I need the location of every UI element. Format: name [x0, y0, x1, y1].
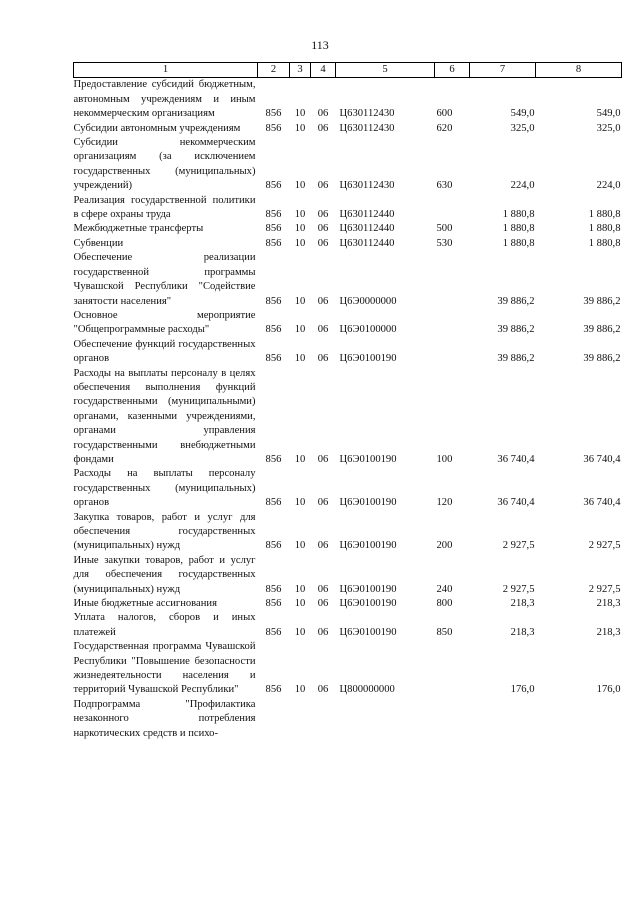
row-admin-code: 856	[265, 122, 282, 134]
row-target-article: Ц630112440	[339, 237, 395, 249]
row-amount-col7: 1 880,8	[502, 237, 535, 249]
row-admin-code: 856	[265, 598, 282, 610]
row-description: Межбюджетные трансферты	[73, 223, 204, 235]
table-row	[74, 640, 622, 698]
row-subsection: 06	[317, 598, 329, 610]
row-admin-code: 856	[265, 453, 282, 465]
row-amount-col8	[536, 698, 622, 741]
row-subsection: 06	[317, 684, 329, 696]
row-description: Подпрограмма "Профилактика незаконного потребления наркотических средств и психо-	[73, 698, 256, 739]
row-amount-col8: 1 880,8	[588, 223, 621, 235]
row-amount-col8: 325,0	[596, 122, 621, 134]
row-section: 10	[294, 453, 306, 465]
row-subsection: 06	[317, 324, 329, 336]
page-number: 113	[311, 38, 329, 52]
row-amount-col8: 549,0	[596, 108, 621, 120]
row-description: Субсидии некоммерческим организациям (за исключением государственных (муниципальных) учреждений)	[73, 137, 256, 192]
row-target-article: Ц630112430	[339, 180, 395, 192]
row-amount-col7: 39 886,2	[497, 295, 535, 307]
table-row	[74, 511, 622, 554]
row-section: 10	[294, 122, 306, 134]
row-target-article: Ц6Э0100190	[339, 583, 397, 595]
row-expense-type	[435, 698, 470, 741]
row-section: 10	[294, 223, 306, 235]
row-expense-type: 200	[436, 540, 453, 552]
row-description: Реализация государственной политики в сфере охраны труда	[73, 194, 256, 221]
row-subsection: 06	[317, 180, 329, 192]
row-admin-code: 856	[265, 108, 282, 120]
row-expense-type: 530	[436, 237, 453, 249]
row-subsection: 06	[317, 583, 329, 595]
table-row	[74, 554, 622, 597]
table-row	[74, 237, 622, 251]
row-target-article: Ц630112440	[339, 209, 395, 221]
row-description: Обеспечение реализации государственной программы Чувашской Республики "Содействие занятости населения"	[73, 252, 256, 307]
row-amount-col8: 224,0	[596, 180, 621, 192]
table-row	[74, 698, 622, 741]
row-subsection: 06	[317, 353, 329, 365]
row-admin-code: 856	[265, 324, 282, 336]
table-row	[74, 136, 622, 194]
row-amount-col7: 549,0	[510, 108, 535, 120]
row-description: Обеспечение функций государственных органов	[73, 338, 256, 365]
row-amount-col7: 1 880,8	[502, 223, 535, 235]
row-amount-col8: 218,3	[596, 598, 621, 610]
row-target-article: Ц630112440	[339, 223, 395, 235]
row-amount-col7: 2 927,5	[502, 540, 535, 552]
row-amount-col7: 224,0	[510, 180, 535, 192]
row-target-article: Ц6Э0100190	[339, 453, 397, 465]
table-row	[74, 309, 622, 338]
row-target-article: Ц6Э0100190	[339, 540, 397, 552]
row-expense-type: 620	[436, 122, 453, 134]
row-subsection: 06	[317, 108, 329, 120]
row-subsection: 06	[317, 295, 329, 307]
row-section: 10	[294, 540, 306, 552]
row-admin-code: 856	[265, 497, 282, 509]
row-target-article: Ц6Э0100000	[339, 324, 397, 336]
row-expense-type	[435, 309, 470, 338]
row-amount-col7: 36 740,4	[497, 453, 535, 465]
row-expense-type: 120	[436, 497, 453, 509]
header-col-3: 3	[290, 63, 311, 78]
row-section	[290, 698, 311, 741]
row-target-article: Ц6Э0000000	[339, 295, 397, 307]
row-admin-code: 856	[265, 295, 282, 307]
row-section: 10	[294, 598, 306, 610]
row-description: Предоставление субсидий бюджетным, автономным учреждениям и иным некоммерческим организациям	[73, 79, 256, 120]
row-amount-col8: 39 886,2	[583, 295, 621, 307]
row-amount-col8: 36 740,4	[583, 497, 621, 509]
row-amount-col7: 325,0	[510, 122, 535, 134]
row-section: 10	[294, 295, 306, 307]
row-amount-col7: 218,3	[510, 598, 535, 610]
row-amount-col8: 1 880,8	[588, 209, 621, 221]
row-amount-col7: 2 927,5	[502, 583, 535, 595]
budget-table	[73, 62, 622, 741]
row-amount-col8: 1 880,8	[588, 237, 621, 249]
row-admin-code: 856	[265, 223, 282, 235]
row-expense-type: 600	[436, 108, 453, 120]
row-target-article: Ц6Э0100190	[339, 497, 397, 509]
row-amount-col8: 2 927,5	[588, 540, 621, 552]
row-amount-col8: 39 886,2	[583, 324, 621, 336]
row-expense-type: 100	[436, 453, 453, 465]
row-admin-code: 856	[265, 237, 282, 249]
row-admin-code: 856	[265, 684, 282, 696]
row-expense-type: 850	[436, 626, 453, 638]
header-col-5: 5	[336, 63, 435, 78]
row-amount-col8: 2 927,5	[588, 583, 621, 595]
row-expense-type	[435, 251, 470, 309]
row-admin-code: 856	[265, 540, 282, 552]
row-expense-type	[435, 194, 470, 223]
table-row	[74, 122, 622, 136]
table-row	[74, 78, 622, 122]
table-row	[74, 251, 622, 309]
row-amount-col7: 36 740,4	[497, 497, 535, 509]
row-description: Субсидии автономным учреждениям	[73, 122, 241, 134]
row-admin-code: 856	[265, 353, 282, 365]
header-col-6: 6	[435, 63, 470, 78]
row-amount-col7: 176,0	[510, 684, 535, 696]
row-section: 10	[294, 583, 306, 595]
row-subsection: 06	[317, 122, 329, 134]
row-subsection: 06	[317, 237, 329, 249]
row-admin-code: 856	[265, 583, 282, 595]
row-amount-col7: 39 886,2	[497, 324, 535, 336]
row-amount-col8: 39 886,2	[583, 353, 621, 365]
row-amount-col7: 218,3	[510, 626, 535, 638]
row-target-article: Ц6Э0100190	[339, 598, 397, 610]
row-description: Иные закупки товаров, работ и услуг для обеспечения государственных (муниципальных) нужд	[73, 554, 256, 595]
row-subsection: 06	[317, 223, 329, 235]
row-admin-code: 856	[265, 209, 282, 221]
row-expense-type: 500	[436, 223, 453, 235]
table-row	[74, 597, 622, 611]
row-amount-col7: 39 886,2	[497, 353, 535, 365]
row-target-article: Ц630112430	[339, 108, 395, 120]
row-description: Государственная программа Чувашской Республики "Повышение безопасности жизнедеятельности населения и территорий Чувашской Республики"	[73, 641, 256, 696]
row-description: Основное мероприятие "Общепрограммные расходы"	[73, 309, 256, 336]
header-col-4: 4	[311, 63, 336, 78]
row-subsection	[311, 698, 336, 741]
row-section: 10	[294, 180, 306, 192]
header-col-7: 7	[470, 63, 536, 78]
row-target-article: Ц630112430	[339, 122, 395, 134]
table-row	[74, 467, 622, 510]
row-section: 10	[294, 237, 306, 249]
row-target-article: Ц6Э0100190	[339, 626, 397, 638]
row-target-article	[336, 698, 435, 741]
row-expense-type: 630	[436, 180, 453, 192]
header-col-2: 2	[258, 63, 290, 78]
row-target-article: Ц800000000	[339, 684, 395, 696]
row-section: 10	[294, 209, 306, 221]
row-section: 10	[294, 626, 306, 638]
row-description: Уплата налогов, сборов и иных платежей	[73, 612, 256, 638]
row-amount-col8: 218,3	[596, 626, 621, 638]
row-amount-col8: 36 740,4	[583, 453, 621, 465]
row-subsection: 06	[317, 209, 329, 221]
table-row	[74, 222, 622, 236]
row-section: 10	[294, 108, 306, 120]
row-expense-type	[435, 640, 470, 698]
header-col-1: 1	[74, 63, 258, 78]
row-amount-col7: 1 880,8	[502, 209, 535, 221]
header-col-8: 8	[536, 63, 622, 78]
row-expense-type: 240	[436, 583, 453, 595]
row-subsection: 06	[317, 497, 329, 509]
row-subsection: 06	[317, 626, 329, 638]
row-target-article: Ц6Э0100190	[339, 353, 397, 365]
header-row	[74, 63, 622, 78]
row-description: Иные бюджетные ассигнования	[73, 598, 217, 610]
row-expense-type	[435, 338, 470, 367]
row-admin-code	[258, 698, 290, 741]
row-description: Расходы на выплаты персоналу государственных (муниципальных) органов	[73, 468, 256, 509]
row-expense-type: 800	[436, 598, 453, 610]
row-section: 10	[294, 324, 306, 336]
row-description: Расходы на выплаты персоналу в целях обеспечения выполнения функций государственными (муниципальными) органами, казенными учреждениями, органами управления государственными внебюджетными фондами	[73, 367, 256, 465]
row-admin-code: 856	[265, 626, 282, 638]
row-section: 10	[294, 353, 306, 365]
row-description: Субвенции	[73, 237, 124, 249]
row-description: Закупка товаров, работ и услуг для обеспечения государственных (муниципальных) нужд	[73, 511, 256, 552]
table-row	[74, 611, 622, 640]
table-row	[74, 338, 622, 367]
row-amount-col8: 176,0	[596, 684, 621, 696]
row-subsection: 06	[317, 540, 329, 552]
row-amount-col7	[470, 698, 536, 741]
table-row	[74, 194, 622, 223]
table-row	[74, 367, 622, 468]
row-section: 10	[294, 497, 306, 509]
row-subsection: 06	[317, 453, 329, 465]
row-admin-code: 856	[265, 180, 282, 192]
row-section: 10	[294, 684, 306, 696]
